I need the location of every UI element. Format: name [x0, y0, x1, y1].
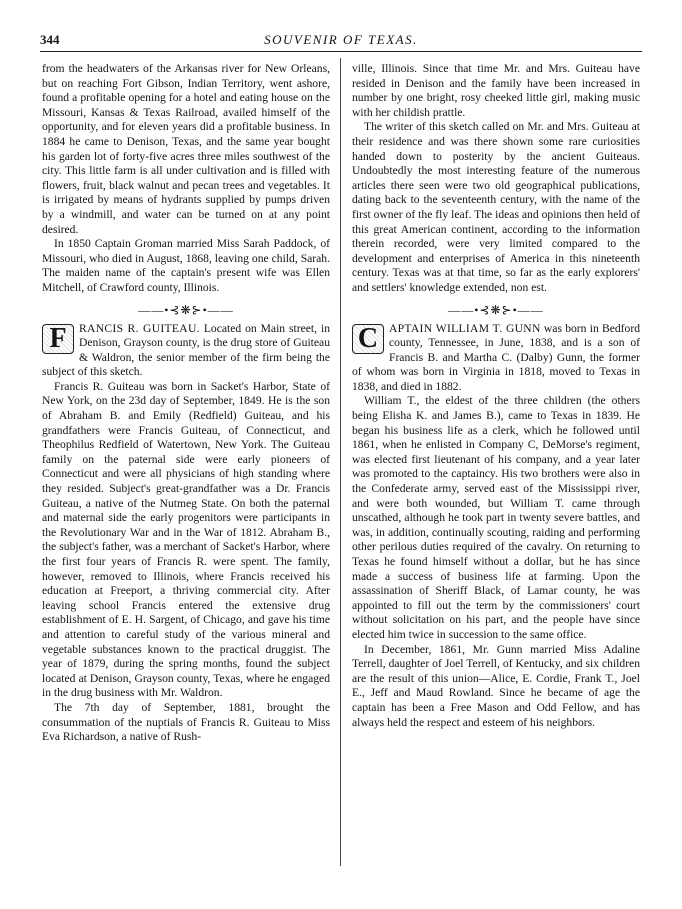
section-ornament: ——•⊰❋⊱•—— [448, 302, 544, 317]
groman-continuation-paragraph: from the headwaters of the Arkansas river for New Orleans, but on reaching Fort Gibson, Indian Territory, went ashore, found a profitable opening for a hotel and eating house on the Missouri, Kansas & Texas Railroad, availed himself of the opportunity, and for eleven years did a profitable business. In 1884 he came to Denison, Texas, and the same year bought his garden lot of forty-five acres three miles southwest of the city. This little farm is all under cultivation and is filled with flowers, fruit, black walnut and pecan trees and vegetables. It is irrigated by means of hydrants supplied by pumps driven by a windmill, and water can be turned on at any point desired. [42, 62, 330, 236]
groman-marriage-paragraph: In 1850 Captain Groman married Miss Sarah Paddock, of Missouri, who died in August, 1868, leaving one child, Sarah. The maiden name of the captain's present wife was Ellen Mitchell, of Crawford county, Illinois. [42, 237, 330, 294]
gunn-career-paragraph: William T., the eldest of the three children (the others being Elisha K. and James B.), came to Texas in 1839. He began his business life as a clerk, which he followed until 1861, when he enlisted in Company C, DeMorse's regiment, was elected first lieutenant of his company, and a year later was promoted to the captaincy. His two brothers were also in the Confederate army, served east of the Mississippi river, and were both wounded, but William T. came through unscathed, although he took part in twenty severe battles, and was, in addition, continually scouting, raiding and performing other perilous duties required of the cavalry. On returning to Texas he found himself without a dollar, but he has since made a success of business life at farming. Upon the assassination of Sheriff Black, of Lamar county, he was appointed to fill out the term by the commissioners' court without solicitation on his part, and the people have since elected him twice in succession to the same office. [352, 394, 640, 641]
section-ornament: ——•⊰❋⊱•—— [138, 302, 234, 317]
column-divider [340, 58, 341, 866]
gunn-drop-cap: C [352, 324, 384, 354]
gunn-heading: APTAIN WILLIAM T. GUNN [389, 321, 541, 335]
guiteau-intro-text: Located on Main street, in Denison, Grayson county, is the drug store of Guiteau & Waldron, the senior member of the firm being the subject of this sketch. [42, 321, 330, 379]
left-column [42, 62, 330, 862]
guiteau-marriage-paragraph: The 7th day of September, 1881, brought the consummation of the nuptials of Francis R. Guiteau to Miss Eva Richardson, a native of Rush- [42, 700, 330, 744]
gunn-section [352, 322, 640, 395]
guiteau-curiosities-paragraph: The writer of this sketch called on Mr. and Mrs. Guiteau at their residence and was there shown some rare curiosities handed down to posterity by the ancient Guiteaus. Undoubtedly the most interesting feature of the numerous articles there seen were two old geographical publications, dating back to the seventeenth century, with the name of the first owner of the fly leaf. The ideas and opinions then held of this great American continent, according to the information therein recorded, were very limited compared to the development and enterprises of America in this nineteenth century. Texas was at that time, so far as the early explorers' and settlers' knowledge extended, non est. [352, 120, 640, 294]
guiteau-biography-paragraph: Francis R. Guiteau was born in Sacket's Harbor, State of New York, on the 23d day of September, 1849. He is the son of Abraham B. and Emily (Redfield) Guiteau, and his grandfathers were Francis Guiteau, of Connecticut, and Theophilus Redfield of Watertown, New York. The Guiteau family on the paternal side were early pioneers of Connecticut and were all physicians of high standing where they resided. Subject's great-grandfather was a Dr. Francis Guiteau, a native of the Nutmeg State. On both the paternal and maternal side the early progenitors were participants in the Revolutionary War and in the War of 1812. Abraham B., the subject's father, was a merchant of Sacket's Harbor, where the first four years of Francis R. were spent. The family, however, removed to Illinois, where Francis received his education at Freeport, a thriving commercial city. After leaving school Francis entered the extensive drug establishment of E. H. Sargent, of Chicago, and gave his time and attention to careful study of the various mineral and vegetable substances known to the practical druggist. The year of 1879, during the spring months, found the subject located at Denison, Grayson county, Texas, where he engaged in the drug business with Mr. Waldron. [42, 379, 330, 700]
gunn-intro-text: was born in Bedford county, Tennessee, in June, 1838, and is a son of Francis B. and Martha C. (Dalby) Gunn, the former of whom was born in Virginia in 1818, moved to Texas in 1838, and died in 1882. [352, 321, 640, 393]
gunn-marriage-paragraph: In December, 1861, Mr. Gunn married Miss Adaline Terrell, daughter of Joel Terrell, of Kentucky, and six children are the result of this union—Alice, E. Cordie, Frank T., Joel E., Jeff and Maud Rowland. Since he became of age the captain has been a Free Mason and Odd Fellow, and has always held the respect and esteem of his neighbors. [352, 642, 640, 729]
guiteau-drop-cap: F [42, 324, 74, 354]
running-title: SOUVENIR OF TEXAS. [264, 32, 418, 47]
right-column [352, 62, 640, 862]
header-rule [40, 51, 642, 52]
guiteau-intro-paragraph [42, 322, 330, 380]
gunn-intro-paragraph [352, 322, 640, 395]
guiteau-continuation-paragraph: ville, Illinois. Since that time Mr. and Mrs. Guiteau have resided in Denison and the family have been increased in number by one bright, rosy cheeked little girl, making music with her childish prattle. [352, 62, 640, 119]
page-number: 344 [40, 32, 60, 47]
page-header [40, 32, 642, 50]
guiteau-section [42, 322, 330, 380]
guiteau-heading: RANCIS R. GUITEAU. [79, 321, 200, 335]
